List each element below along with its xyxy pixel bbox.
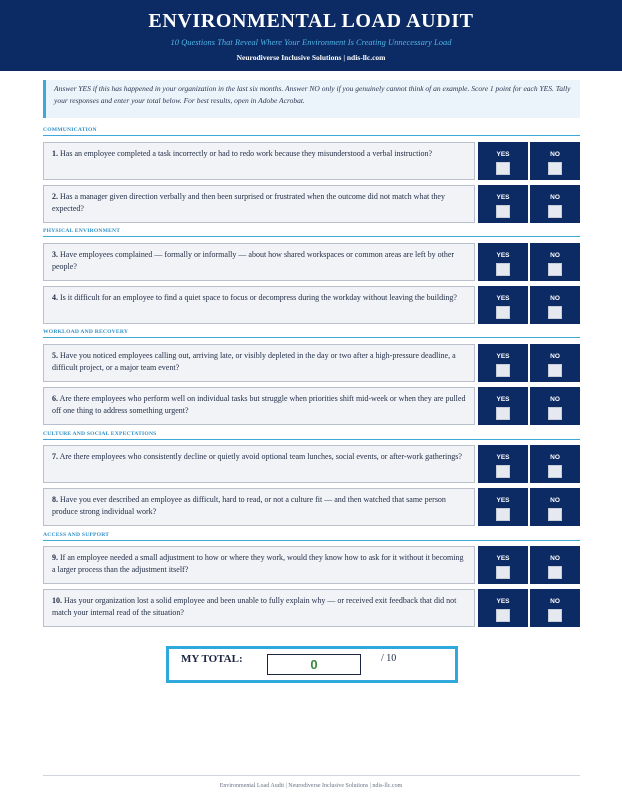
question-2-no [530, 185, 580, 223]
no-checkbox[interactable] [548, 465, 562, 478]
question-8-no [530, 488, 580, 526]
question-number: 6. [52, 394, 58, 403]
section-communication: COMMUNICATION [43, 127, 580, 136]
question-text: Have you noticed employees calling out, arriving late, or visibly depleted in the day or two after a high-pressure deadline, a difficult project, or a major team event? [52, 351, 456, 372]
yes-checkbox[interactable] [496, 263, 510, 276]
footer-divider [43, 775, 580, 776]
question-1-no [530, 142, 580, 180]
question-number: 4. [52, 293, 58, 302]
yes-checkbox[interactable] [496, 508, 510, 521]
question-text: Have you ever described an employee as difficult, hard to read, or not a culture fit — and then watched that same person produce strong individual work? [52, 495, 446, 516]
no-label: NO [550, 151, 560, 158]
question-10 [43, 589, 475, 627]
question-number: 7. [52, 452, 58, 461]
question-9-yes [478, 546, 528, 584]
question-number: 9. [52, 553, 58, 562]
question-8-yes [478, 488, 528, 526]
question-4-no [530, 286, 580, 324]
question-text: Has your organization lost a solid employee and been unable to fully explain why — or received exit feedback that did not match your internal read of the situation? [52, 596, 457, 617]
no-checkbox[interactable] [548, 609, 562, 622]
no-label: NO [550, 194, 560, 201]
question-5-yes [478, 344, 528, 382]
question-number: 10. [52, 596, 62, 605]
question-6-yes [478, 387, 528, 425]
no-checkbox[interactable] [548, 508, 562, 521]
section-access-and-support: ACCESS AND SUPPORT [43, 532, 580, 541]
question-text: Are there employees who perform well on individual tasks but struggle when priorities shift mid-week or when they are pulled off one thing to address something urgent? [52, 394, 466, 415]
question-text: Are there employees who consistently decline or quietly avoid optional team lunches, social events, or after-work gatherings? [59, 452, 462, 461]
no-checkbox[interactable] [548, 306, 562, 319]
question-10-no [530, 589, 580, 627]
question-10-yes [478, 589, 528, 627]
yes-label: YES [496, 252, 510, 259]
total-label: MY TOTAL: [181, 653, 243, 665]
question-7-yes [478, 445, 528, 483]
question-9-no [530, 546, 580, 584]
yes-label: YES [496, 454, 510, 461]
question-2-yes [478, 185, 528, 223]
yes-label: YES [496, 295, 510, 302]
question-number: 2. [52, 192, 58, 201]
question-text: Is it difficult for an employee to find a quiet space to focus or decompress during the workday without leaving the building? [60, 293, 457, 302]
question-3-yes [478, 243, 528, 281]
no-checkbox[interactable] [548, 263, 562, 276]
yes-label: YES [496, 598, 510, 605]
question-4 [43, 286, 475, 324]
question-3-no [530, 243, 580, 281]
question-text: Has an employee completed a task incorrectly or had to redo work because they misunderstood a verbal instruction? [60, 149, 433, 158]
instructions-box: Answer YES if this has happened in your organization in the last six months. Answer NO only if you genuinely cannot think of an example. Score 1 point for each YES. Tally your responses and enter your total below. For best results, open in Adobe Acrobat. [43, 80, 580, 118]
question-number: 8. [52, 495, 58, 504]
question-1 [43, 142, 475, 180]
no-checkbox[interactable] [548, 162, 562, 175]
yes-checkbox[interactable] [496, 364, 510, 377]
no-label: NO [550, 252, 560, 259]
section-culture-and-social: CULTURE AND SOCIAL EXPECTATIONS [43, 431, 580, 440]
yes-label: YES [496, 194, 510, 201]
no-label: NO [550, 353, 560, 360]
section-workload-and-recovery: WORKLOAD AND RECOVERY [43, 329, 580, 338]
section-physical-environment: PHYSICAL ENVIRONMENT [43, 228, 580, 237]
no-checkbox[interactable] [548, 566, 562, 579]
yes-checkbox[interactable] [496, 162, 510, 175]
no-label: NO [550, 454, 560, 461]
question-6 [43, 387, 475, 425]
no-label: NO [550, 497, 560, 504]
question-text: If an employee needed a small adjustment to how or where they work, would they know how to ask for it without it becoming a larger process than the adjustment itself? [52, 553, 464, 574]
yes-label: YES [496, 353, 510, 360]
footer-text: Environmental Load Audit | Neurodiverse Inclusive Solutions | ndis-llc.com [219, 783, 403, 789]
organization-line: Neurodiverse Inclusive Solutions | ndis-llc.com [236, 53, 386, 62]
no-label: NO [550, 396, 560, 403]
question-number: 3. [52, 250, 58, 259]
no-checkbox[interactable] [548, 205, 562, 218]
yes-checkbox[interactable] [496, 205, 510, 218]
no-checkbox[interactable] [548, 364, 562, 377]
yes-checkbox[interactable] [496, 609, 510, 622]
yes-label: YES [496, 555, 510, 562]
total-panel [166, 646, 458, 683]
question-3 [43, 243, 475, 281]
question-9 [43, 546, 475, 584]
question-text: Has a manager given direction verbally and then been surprised or frustrated when the outcome did not match what they expected? [52, 192, 445, 213]
yes-label: YES [496, 396, 510, 403]
question-5 [43, 344, 475, 382]
page-title: ENVIRONMENTAL LOAD AUDIT [148, 10, 474, 32]
no-checkbox[interactable] [548, 407, 562, 420]
yes-checkbox[interactable] [496, 306, 510, 319]
question-8 [43, 488, 475, 526]
yes-checkbox[interactable] [496, 407, 510, 420]
page-subtitle: 10 Questions That Reveal Where Your Environment Is Creating Unnecessary Load [170, 37, 452, 47]
no-label: NO [550, 598, 560, 605]
question-2 [43, 185, 475, 223]
question-text: Have employees complained — formally or informally — about how shared workspaces or common areas are left by other people? [52, 250, 455, 271]
question-7-no [530, 445, 580, 483]
question-5-no [530, 344, 580, 382]
no-label: NO [550, 295, 560, 302]
question-4-yes [478, 286, 528, 324]
question-1-yes [478, 142, 528, 180]
total-max: / 10 [381, 653, 397, 664]
header-banner [0, 0, 622, 71]
yes-checkbox[interactable] [496, 465, 510, 478]
question-number: 5. [52, 351, 58, 360]
yes-checkbox[interactable] [496, 566, 510, 579]
total-input[interactable]: 0 [267, 654, 361, 675]
yes-label: YES [496, 151, 510, 158]
question-number: 1. [52, 149, 58, 158]
no-label: NO [550, 555, 560, 562]
question-7 [43, 445, 475, 483]
yes-label: YES [496, 497, 510, 504]
question-6-no [530, 387, 580, 425]
